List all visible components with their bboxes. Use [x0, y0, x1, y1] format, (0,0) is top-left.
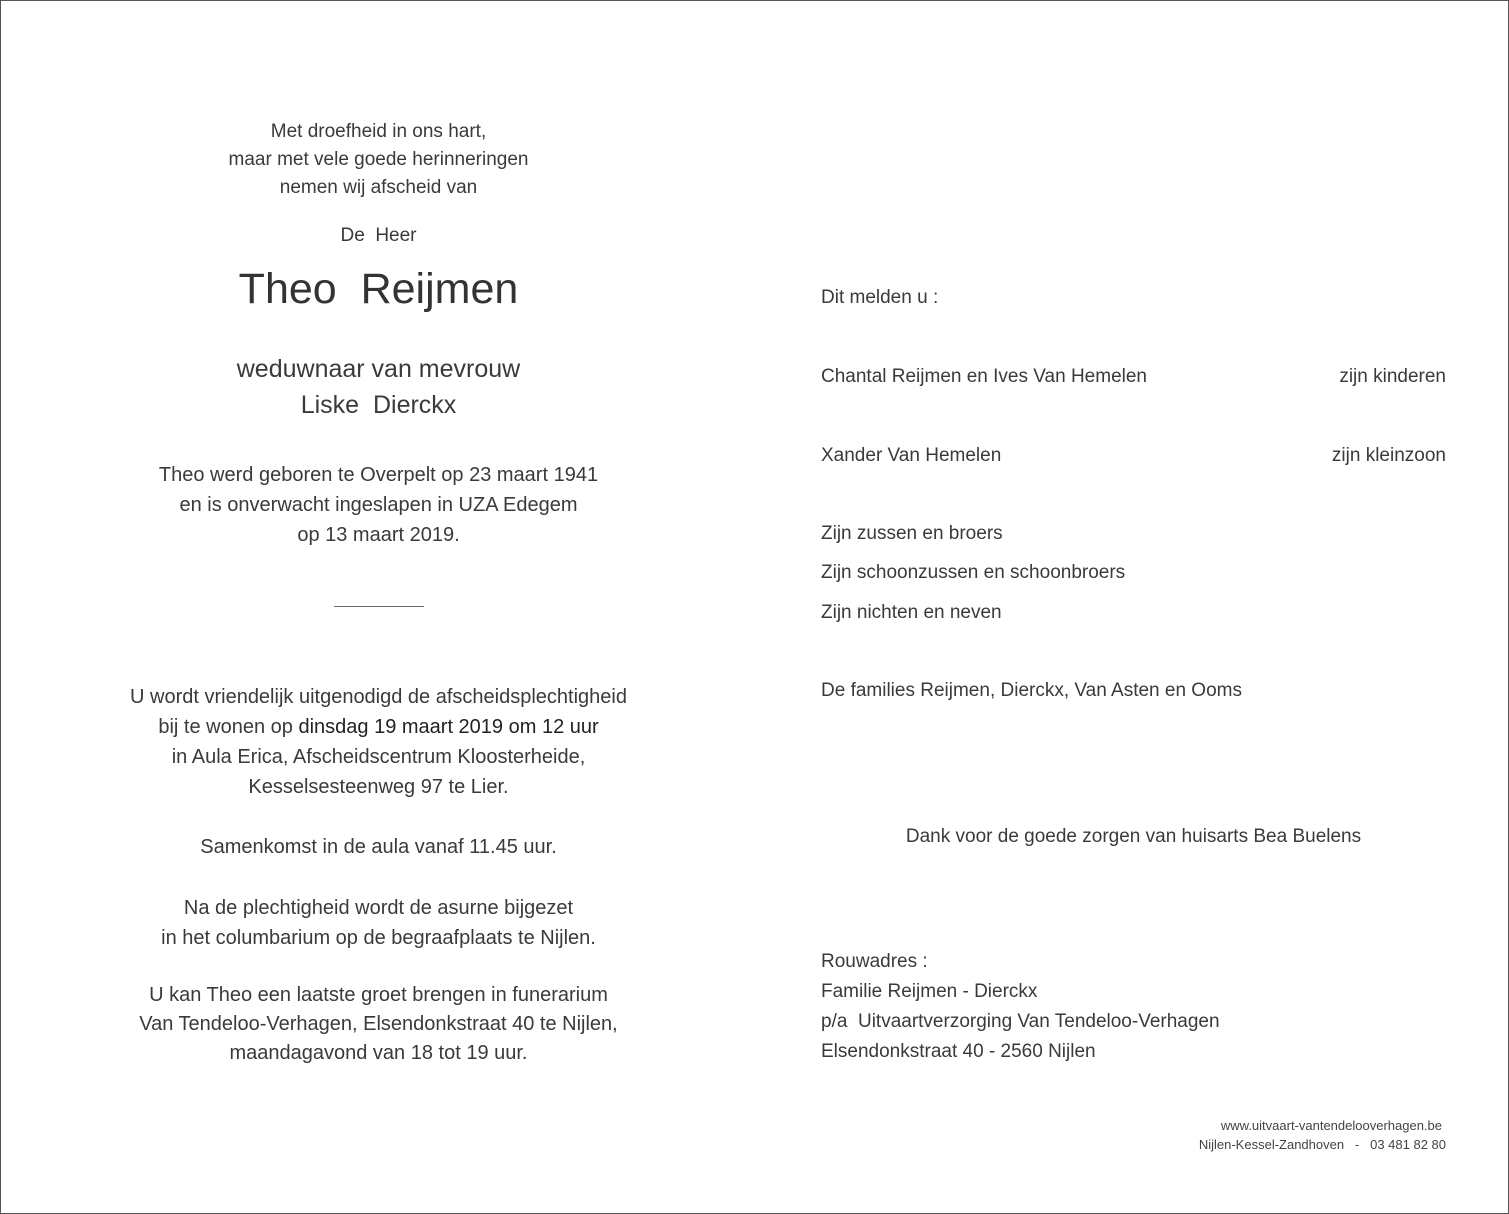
- families-text: De families Reijmen, Dierckx, Van Asten en Ooms: [821, 680, 1242, 701]
- birth-line-3: op 13 maart 2019.: [297, 524, 460, 546]
- invite-line-1: U wordt vriendelijk uitgenodigd de afscheidsplechtigheid: [130, 686, 627, 708]
- relatives-line-1: Zijn zussen en broers: [821, 523, 1003, 544]
- address-line-4: Elsendonkstraat 40 - 2560 Nijlen: [821, 1041, 1096, 1062]
- intro-line-1: Met droefheid in ons hart,: [270, 121, 487, 142]
- deceased-name: Theo Reijmen: [238, 265, 519, 313]
- address-line-1: Rouwadres :: [821, 951, 928, 972]
- visit-line-2: Van Tendeloo-Verhagen, Elsendonkstraat 40 te Nijlen,: [139, 1013, 618, 1035]
- invite-line-4: Kesselsesteenweg 97 te Lier.: [248, 776, 509, 798]
- divider-line: [334, 606, 424, 607]
- invite-line-3: in Aula Erica, Afscheidscentrum Kloosterheide,: [171, 746, 586, 768]
- footer-contact: Nijlen-Kessel-Zandhoven - 03 481 82 80: [1198, 1137, 1446, 1152]
- relatives-line-3: Zijn nichten en neven: [821, 602, 1002, 623]
- gathering-text: Samenkomst in de aula vanaf 11.45 uur.: [200, 836, 557, 858]
- birth-line-2: en is onverwacht ingeslapen in UZA Edegem: [179, 494, 578, 516]
- address-line-2: Familie Reijmen - Dierckx: [821, 981, 1038, 1002]
- ceremony-datetime: dinsdag 19 maart 2019 om 12 uur: [298, 716, 599, 738]
- urn-line-2: in het columbarium op de begraafplaats te Nijlen.: [161, 927, 596, 949]
- announce-text: Dit melden u :: [821, 287, 939, 308]
- children-role: zijn kinderen: [1339, 366, 1446, 387]
- thanks-text: Dank voor de goede zorgen van huisarts Bea Buelens: [905, 826, 1362, 847]
- salutation: De Heer: [340, 225, 417, 246]
- footer-website: www.uitvaart-vantendelooverhagen.be: [1220, 1118, 1442, 1133]
- grandson-role: zijn kleinzoon: [1331, 445, 1446, 466]
- invite-line-2-text: bij te wonen op: [158, 716, 299, 738]
- spouse-name: Liske Dierckx: [300, 391, 457, 419]
- intro-line-2: maar met vele goede herinneringen: [228, 149, 529, 170]
- grandson-name: Xander Van Hemelen: [821, 445, 1002, 466]
- widower-line: weduwnaar van mevrouw: [236, 355, 521, 383]
- urn-line-1: Na de plechtigheid wordt de asurne bijgezet: [183, 897, 574, 919]
- intro-line-3: nemen wij afscheid van: [279, 177, 478, 198]
- visit-line-1: U kan Theo een laatste groet brengen in funerarium: [149, 984, 608, 1006]
- invite-line-2: [101, 716, 656, 739]
- birth-line-1: Theo werd geboren te Overpelt op 23 maart 1941: [158, 464, 599, 486]
- children-names: Chantal Reijmen en Ives Van Hemelen: [821, 366, 1147, 387]
- visit-line-3: maandagavond van 18 tot 19 uur.: [229, 1042, 528, 1064]
- address-line-3: p/a Uitvaartverzorging Van Tendeloo-Verhagen: [821, 1011, 1220, 1032]
- relatives-line-2: Zijn schoonzussen en schoonbroers: [821, 562, 1126, 583]
